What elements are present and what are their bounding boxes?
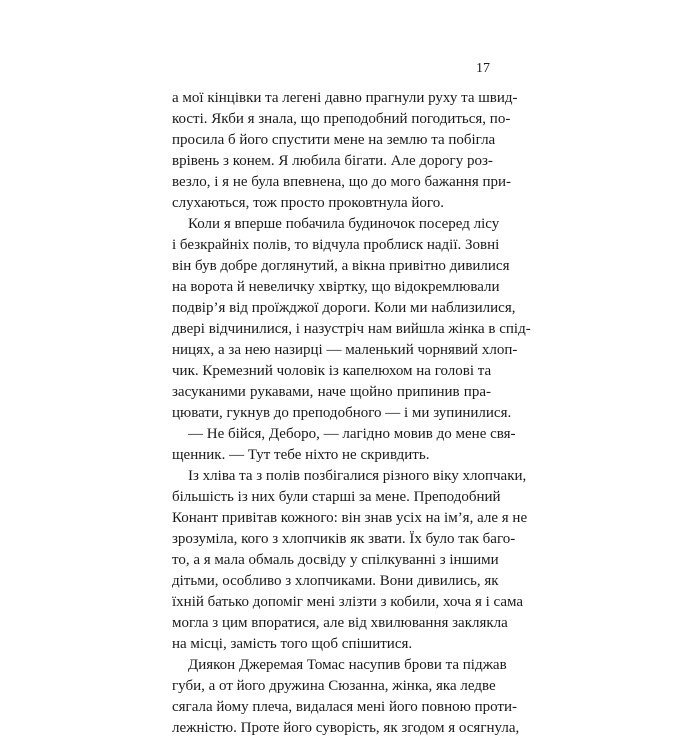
text-line: засуканими рукавами, наче щойно припинив пра-: [172, 384, 491, 400]
text-line: Коли я вперше побачила будиночок посеред лісу: [188, 216, 500, 232]
text-line: подвір’я від проїжджої дороги. Коли ми наблизилися,: [172, 300, 516, 316]
text-line: він був добре доглянутий, а вікна привітно дивилися: [172, 258, 510, 274]
text-line: зрозуміла, кого з хлопчиків як звати. Їх було так баго-: [172, 531, 516, 547]
text-line: Диякон Джеремая Томас насупив брови та піджав: [188, 657, 507, 673]
text-line: то, а я мала обмаль досвіду у спілкуванні з іншими: [172, 552, 499, 568]
text-line: губи, а от його дружина Сюзанна, жінка, яка ледве: [172, 678, 496, 694]
text-line: врівень з конем. Я любила бігати. Але дорогу роз-: [172, 153, 493, 169]
text-line: Конант привітав кожного: він знав усіх на ім’я, але я не: [172, 510, 528, 526]
text-line: везло, і я не була впевнена, що до мого бажання при-: [172, 174, 512, 190]
page-number: 17: [476, 61, 490, 76]
text-line: їхній батько допоміг мені злізти з кобили, хоча я і сама: [172, 594, 524, 610]
text-line: а мої кінцівки та легені давно прагнули руху та швид-: [172, 90, 518, 106]
text-line: просила б його спустити мене на землю та побігла: [172, 132, 496, 148]
body-text: [172, 88, 531, 739]
text-line: слухаються, тож просто проковтнула його.: [172, 195, 444, 211]
text-line: і безкрайніх полів, то відчула проблиск надії. Зовні: [172, 237, 500, 253]
text-line: сягала йому плеча, видалася мені його повною проти-: [172, 699, 518, 715]
text-line: ницях, а за нею назирці — маленький чорнявий хлоп-: [172, 342, 518, 358]
text-line: цювати, гукнув до преподобного — і ми зупинилися.: [172, 405, 512, 421]
text-line: дітьми, особливо з хлопчиками. Вони дивились, як: [172, 573, 499, 589]
text-line: могла з цим впоратися, але від хвилювання заклякла: [172, 615, 508, 631]
text-line: двері відчинилися, і назустріч нам вийшла жінка в спід-: [172, 321, 531, 337]
text-line: щенник. — Тут тебе ніхто не скривдить.: [172, 447, 430, 463]
text-line: на ворота й невеличку хвіртку, що відокремлювали: [172, 279, 500, 295]
text-line: чик. Кремезний чоловік із капелюхом на голові та: [172, 363, 492, 379]
text-line: більшість із них були старші за мене. Преподобний: [172, 489, 501, 505]
text-line: на місці, замість того щоб спішитися.: [172, 636, 413, 652]
text-line: кості. Якби я знала, що преподобний погодиться, по-: [172, 111, 511, 127]
text-line: лежністю. Проте його суворість, як згодом я осягнула,: [172, 720, 520, 736]
text-line: Із хліва та з полів позбігалися різного віку хлопчаки,: [188, 468, 527, 484]
text-line: — Не бійся, Деборо, — лагідно мовив до мене свя-: [188, 426, 516, 442]
